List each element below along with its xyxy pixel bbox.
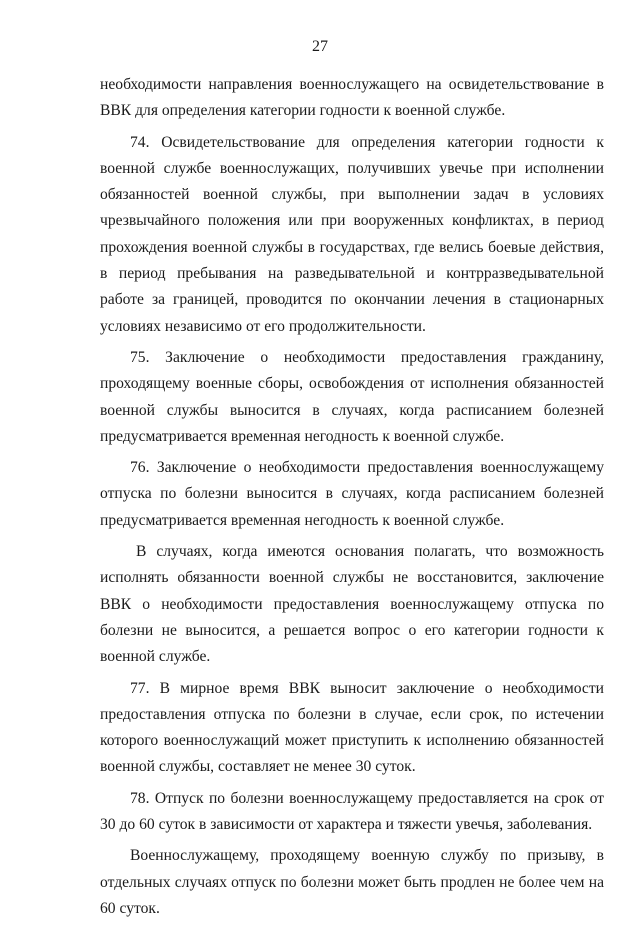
paragraph-76-note: В случаях, когда имеются основания полагать, что возможность исполнять обязанности военной службы не восстановится, заключение ВВК о необходимости предоставления военнослужащему отпуска по болезни не выносится, а решается вопрос о его категории годности к военной службе. bbox=[100, 543, 604, 666]
paragraph-78: 78. Отпуск по болезни военнослужащему предоставляется на срок от 30 до 60 суток в зависимости от характера и тяжести увечья, заболевания. bbox=[100, 789, 604, 834]
paragraph-76: 76. Заключение о необходимости предоставления военнослужащему отпуска по болезни выносится в случаях, когда расписанием болезней предусматривается временная негодность к военной службе. bbox=[100, 459, 604, 529]
page-number: 27 bbox=[312, 38, 328, 55]
paragraph-continuation: необходимости направления военнослужащего на освидетельствование в ВВК для определения категории годности к военной службе. bbox=[100, 76, 604, 120]
paragraph-78-note: Военнослужащему, проходящему военную службу по призыву, в отдельных случаях отпуск по болезни может быть продлен не более чем на 60 суток. bbox=[100, 847, 604, 917]
paragraph-77: 77. В мирное время ВВК выносит заключение о необходимости предоставления отпуска по болезни в случае, если срок, по истечении которого военнослужащий может приступить к исполнению обязанностей военной службы, составляет не менее 30 суток. bbox=[100, 679, 604, 776]
paragraph-74: 74. Освидетельствование для определения категории годности к военной службе военнослужащих, получивших увечье при исполнении обязанностей военной службы, при выполнении задач в условиях чрезвычайного положения или при вооруженных конфликтах, в период прохождения военной службы в государствах, где велись боевые действия, в период пребывания на разведывательной и контрразведывательной работе за границей, проводится по окончании лечения в стационарных условиях независимо от его продолжительности. bbox=[100, 133, 604, 335]
paragraph-75: 75. Заключение о необходимости предоставления гражданину, проходящему военные сборы, освобождения от исполнения обязанностей военной службы выносится в случаях, когда расписанием болезней предусматривается временная негодность к военной службе. bbox=[100, 348, 604, 445]
document-body bbox=[100, 72, 604, 927]
